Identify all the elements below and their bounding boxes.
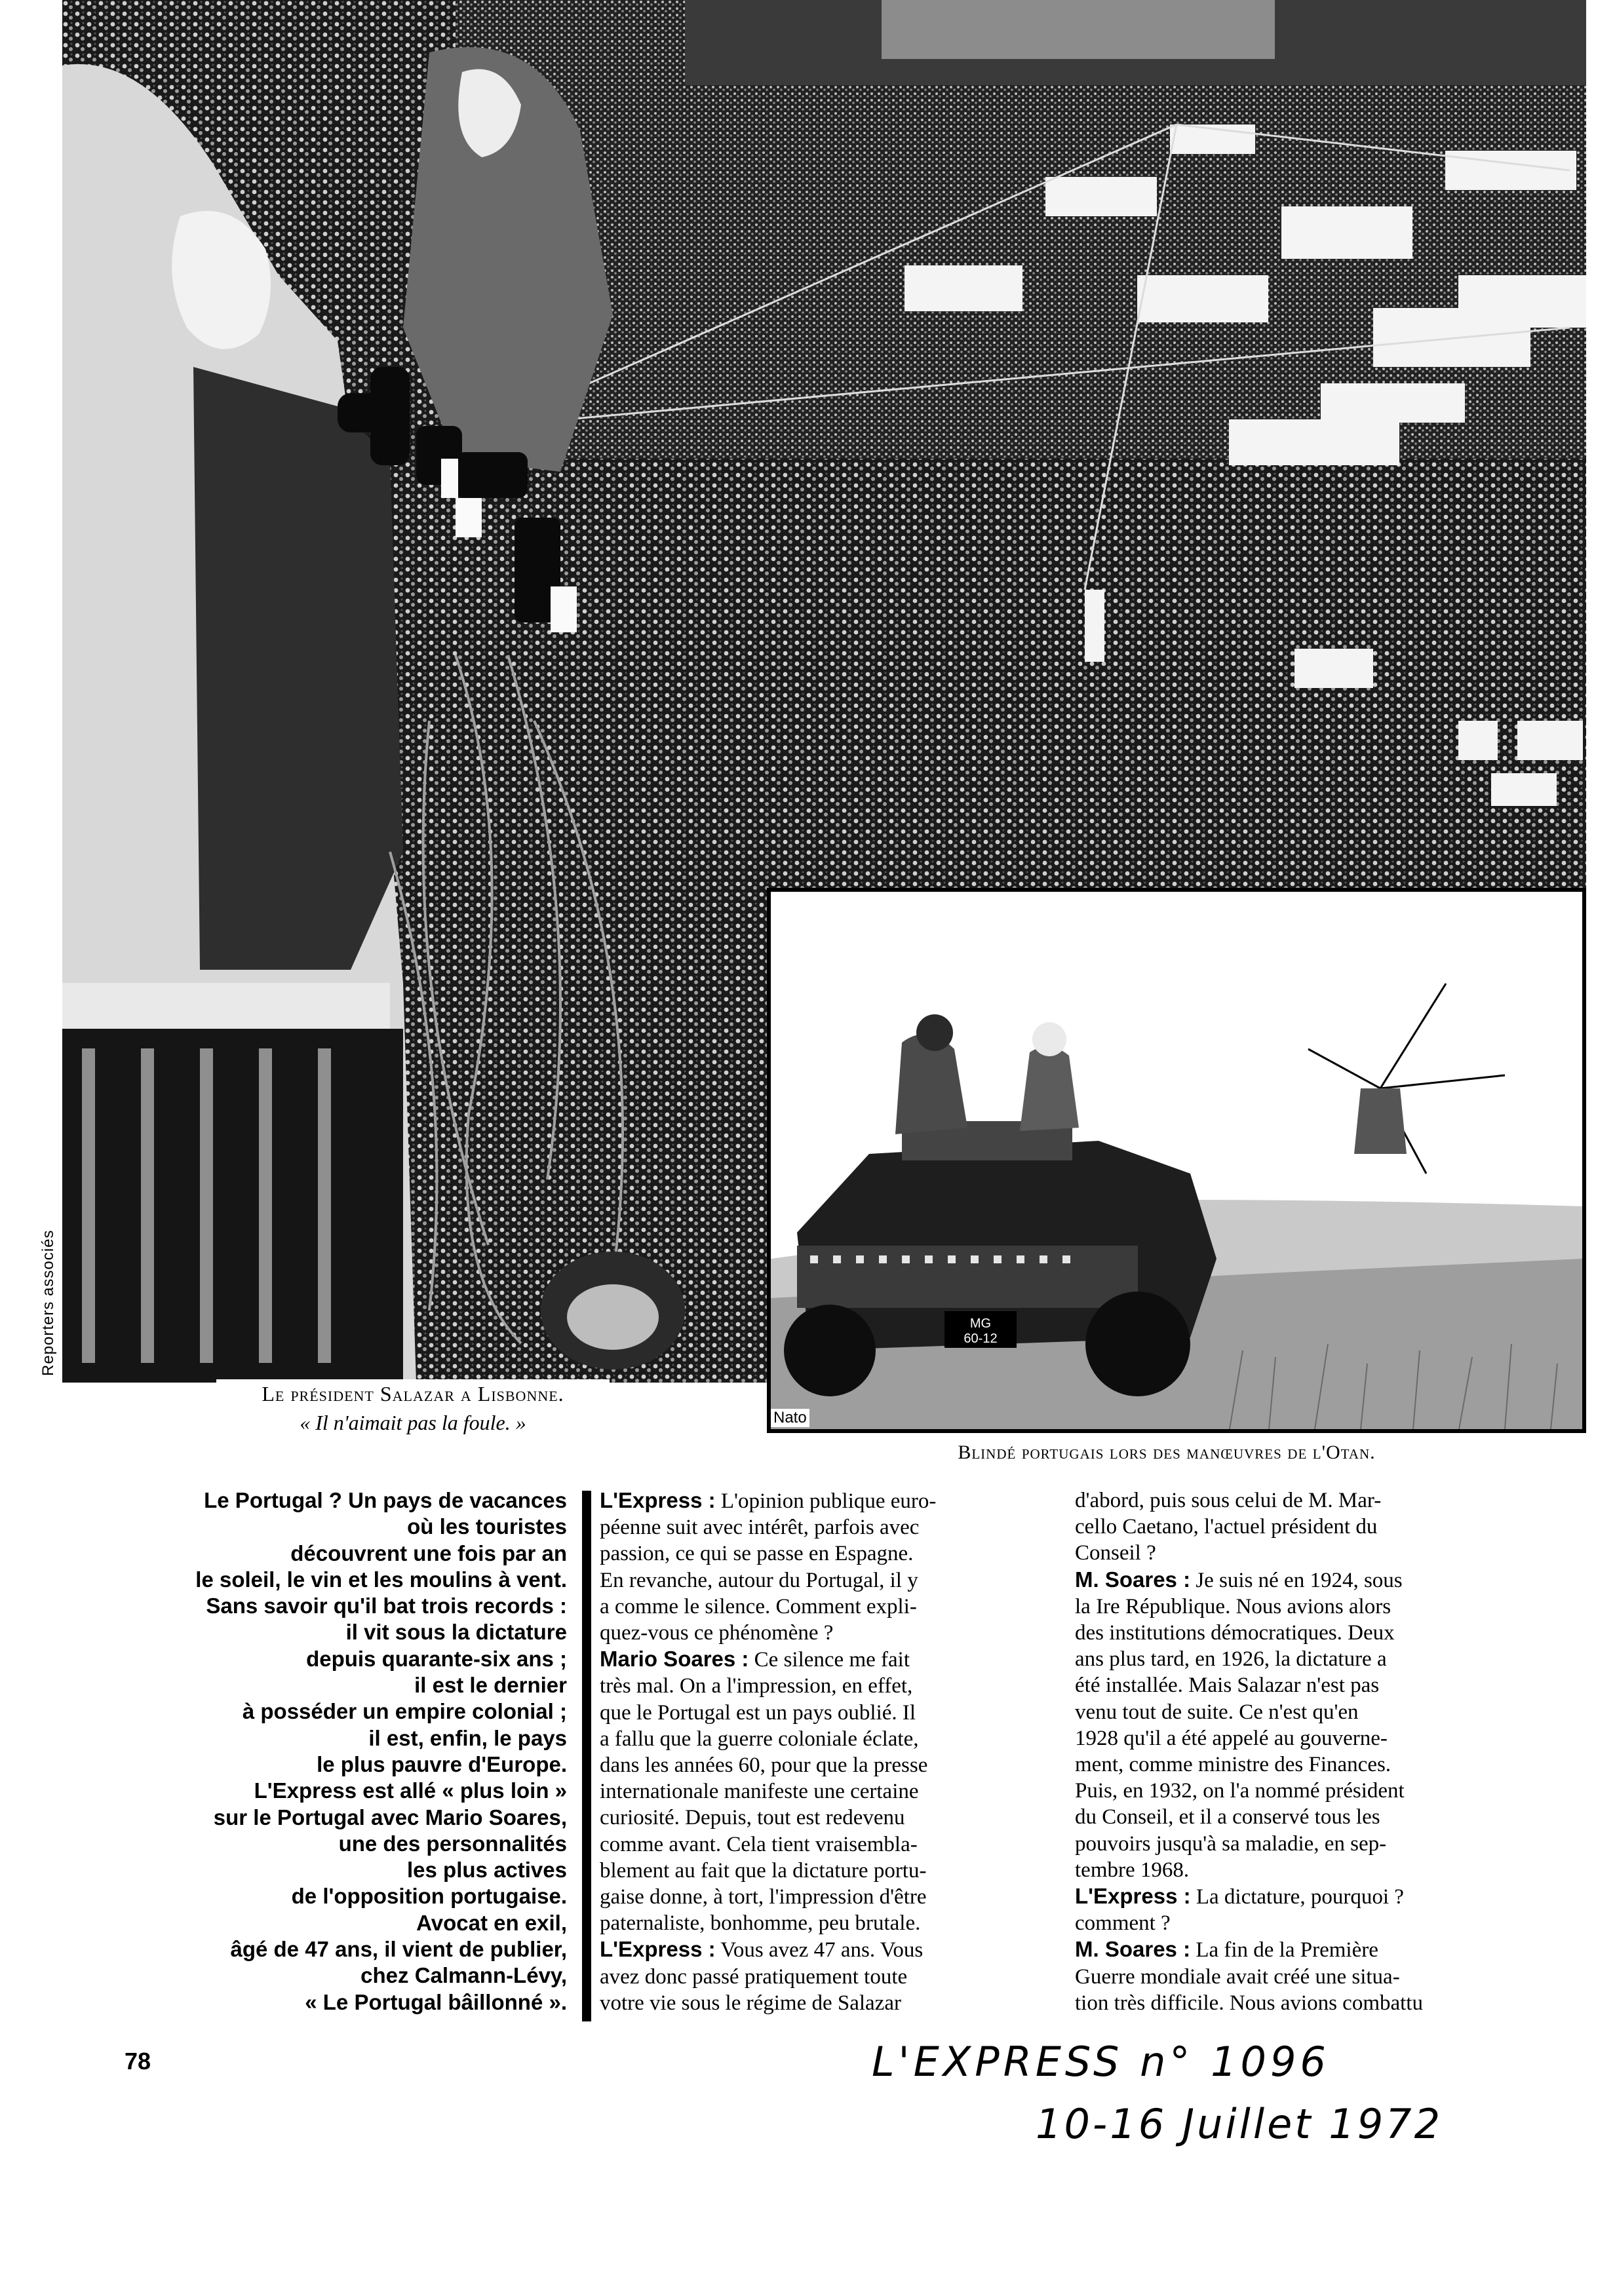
inset-photo <box>767 888 1586 1433</box>
handwritten-note-date: 10-16 Juillet 1972 <box>1036 2100 1443 2148</box>
line-text: venu tout de suite. Ce n'est qu'en <box>1075 1700 1359 1724</box>
line-text: curiosité. Depuis, tout est redevenu <box>600 1806 905 1830</box>
intro-line: depuis quarante-six ans ; <box>306 1646 567 1671</box>
intro-line: Sans savoir qu'il bat trois records : <box>206 1594 567 1618</box>
intro-line: où les touristes <box>407 1514 567 1539</box>
line-text: dans les années 60, pour que la presse <box>600 1753 928 1778</box>
vehicle-plate-text: MG <box>969 1316 992 1331</box>
interview-line <box>1075 1672 1514 1698</box>
interview-line <box>1075 1831 1514 1857</box>
interview-line <box>600 1594 1039 1620</box>
interview-line <box>1075 1778 1514 1804</box>
intro-line: il est le dernier <box>414 1673 567 1698</box>
line-text: tembre 1968. <box>1075 1858 1190 1882</box>
interview-line <box>1075 1699 1514 1725</box>
line-text: avez donc passé pratiquement toute <box>600 1964 908 1989</box>
line-text: a fallu que la guerre coloniale éclate, <box>600 1727 919 1751</box>
interview-line <box>1075 1725 1514 1751</box>
intro-line: découvrent une fois par an <box>290 1540 567 1565</box>
interview-line <box>600 1910 1039 1936</box>
line-text: pouvoirs jusqu'à sa maladie, en sep- <box>1075 1831 1387 1856</box>
intro-line: à posséder un empire colonial ; <box>242 1699 567 1724</box>
photo-credit <box>26 1114 66 1376</box>
line-text: La dictature, pourquoi ? <box>1190 1885 1404 1909</box>
photo-credit-text: Reporters associés <box>39 1229 57 1376</box>
interview-line <box>1075 1594 1514 1620</box>
interview-line <box>600 1540 1039 1567</box>
line-text: passion, ce qui se passe en Espagne. <box>600 1542 914 1566</box>
speaker-label: L'Express : <box>1075 1884 1191 1909</box>
speaker-label: Mario Soares : <box>600 1647 749 1672</box>
line-text: Je suis né en 1924, sous <box>1190 1568 1403 1592</box>
line-text: cello Caetano, l'actuel président du <box>1075 1515 1378 1539</box>
line-text: a comme le silence. Comment expli- <box>600 1594 917 1618</box>
interview-line <box>600 1936 1039 1963</box>
line-text: Vous avez 47 ans. Vous <box>715 1938 924 1962</box>
vehicle-plate-number: 60-12 <box>963 1331 998 1346</box>
line-text: la Ire République. Nous avions alors <box>1075 1594 1391 1618</box>
intro-line: les plus actives <box>407 1858 567 1883</box>
interview-line <box>1075 1857 1514 1883</box>
line-text: ans plus tard, en 1926, la dictature a <box>1075 1647 1387 1672</box>
line-text: gaise donne, à tort, l'impression d'être <box>600 1885 927 1909</box>
interview-line <box>600 1567 1039 1594</box>
interview-line <box>1075 1910 1514 1936</box>
interview-line <box>1075 1804 1514 1830</box>
line-text: du Conseil, et il a conservé tous les <box>1075 1805 1380 1829</box>
interview-line <box>600 1514 1039 1540</box>
interview-line <box>1075 1567 1514 1594</box>
interview-line <box>1075 1751 1514 1778</box>
interview-line <box>600 1487 1039 1514</box>
line-text: L'opinion publique euro- <box>715 1489 937 1513</box>
interview-line <box>1075 1964 1514 1990</box>
intro-line: le soleil, le vin et les moulins à vent. <box>195 1567 567 1592</box>
caption-left-title: Le président Salazar a Lisbonne. <box>262 1382 564 1406</box>
line-text: blement au fait que la dictature portu- <box>600 1858 927 1883</box>
line-text: des institutions démocratiques. Deux <box>1075 1621 1395 1645</box>
line-text: comme avant. Cela tient vraisembla- <box>600 1832 918 1856</box>
intro-line: âgé de 47 ans, il vient de publier, <box>230 1937 567 1962</box>
interview-line <box>1075 1540 1514 1566</box>
caption-left-quote: « Il n'aimait pas la foule. » <box>300 1411 526 1434</box>
line-text: paternaliste, bonhomme, peu brutale. <box>600 1911 921 1936</box>
line-text: votre vie sous le régime de Salazar <box>600 1991 901 2015</box>
line-text: tion très difficile. Nous avions combattu <box>1075 1991 1423 2015</box>
intro-line: il est, enfin, le pays <box>368 1725 567 1750</box>
line-text: 1928 qu'il a été appelé au gouverne- <box>1075 1726 1388 1750</box>
inset-photo-credit: Nato <box>771 1409 809 1427</box>
caption-left <box>216 1379 610 1437</box>
interview-line <box>1075 1514 1514 1540</box>
line-text: Puis, en 1932, on l'a nommé président <box>1075 1779 1405 1803</box>
interview-line <box>1075 1620 1514 1646</box>
interview-line <box>600 1700 1039 1726</box>
intro-line: chez Calmann-Lévy, <box>360 1963 567 1988</box>
interview-line <box>1075 1936 1514 1963</box>
armored-vehicle-graphic <box>771 892 1582 1429</box>
interview-line <box>600 1726 1039 1752</box>
interview-line <box>600 1990 1039 2016</box>
speaker-label: L'Express : <box>600 1488 716 1512</box>
line-text: très mal. On a l'impression, en effet, <box>600 1674 913 1698</box>
line-text: Guerre mondiale avait créé une situa- <box>1075 1964 1400 1989</box>
interview-line <box>600 1778 1039 1805</box>
handwritten-note-issue: L'EXPRESS n° 1096 <box>872 2038 1330 2086</box>
line-text: internationale manifeste une certaine <box>600 1780 919 1804</box>
line-text: comment ? <box>1075 1911 1171 1936</box>
line-text: été installée. Mais Salazar n'est pas <box>1075 1674 1380 1698</box>
interview-line <box>600 1884 1039 1910</box>
interview-column-1 <box>600 1487 1039 2016</box>
intro-line: le plus pauvre d'Europe. <box>317 1751 567 1776</box>
line-text: d'abord, puis sous celui de M. Mar- <box>1075 1489 1382 1512</box>
interview-line <box>1075 1646 1514 1672</box>
intro-line: L'Express est allé « plus loin » <box>254 1778 567 1803</box>
intro-text <box>125 1487 567 2016</box>
intro-line: « Le Portugal bâillonné ». <box>305 1989 567 2014</box>
speaker-label: L'Express : <box>600 1937 716 1962</box>
intro-line: une des personnalités <box>338 1831 567 1856</box>
caption-right: Blindé portugais lors des manœuvres de l'Otan. <box>958 1442 1376 1463</box>
interview-line <box>600 1620 1039 1646</box>
interview-line <box>600 1673 1039 1699</box>
interview-line <box>1075 1487 1514 1514</box>
line-text: Ce silence me fait <box>749 1648 910 1672</box>
line-text: La fin de la Première <box>1190 1938 1378 1962</box>
intro-line: il vit sous la dictature <box>345 1620 567 1645</box>
interview-line <box>600 1831 1039 1858</box>
speaker-label: M. Soares : <box>1075 1937 1191 1962</box>
line-text: que le Portugal est un pays oublié. Il <box>600 1700 916 1725</box>
line-text: ment, comme ministre des Finances. <box>1075 1753 1391 1777</box>
page-number: 78 <box>125 2048 151 2075</box>
interview-line <box>600 1752 1039 1778</box>
column-rule <box>582 1491 591 2021</box>
line-text: En revanche, autour du Portugal, il y <box>600 1568 918 1592</box>
line-text: Conseil ? <box>1075 1541 1156 1565</box>
interview-line <box>600 1805 1039 1831</box>
interview-line <box>600 1858 1039 1884</box>
intro-line: sur le Portugal avec Mario Soares, <box>213 1805 567 1829</box>
intro-line: de l'opposition portugaise. <box>291 1884 567 1909</box>
interview-line <box>600 1646 1039 1673</box>
interview-column-2 <box>1075 1487 1514 2016</box>
interview-line <box>1075 1990 1514 2016</box>
line-text: péenne suit avec intérêt, parfois avec <box>600 1516 920 1540</box>
intro-line: Avocat en exil, <box>416 1910 567 1935</box>
line-text: quez-vous ce phénomène ? <box>600 1621 834 1645</box>
speaker-label: M. Soares : <box>1075 1567 1191 1592</box>
intro-line: Le Portugal ? Un pays de vacances <box>204 1488 567 1512</box>
interview-line <box>1075 1883 1514 1910</box>
interview-line <box>600 1964 1039 1990</box>
